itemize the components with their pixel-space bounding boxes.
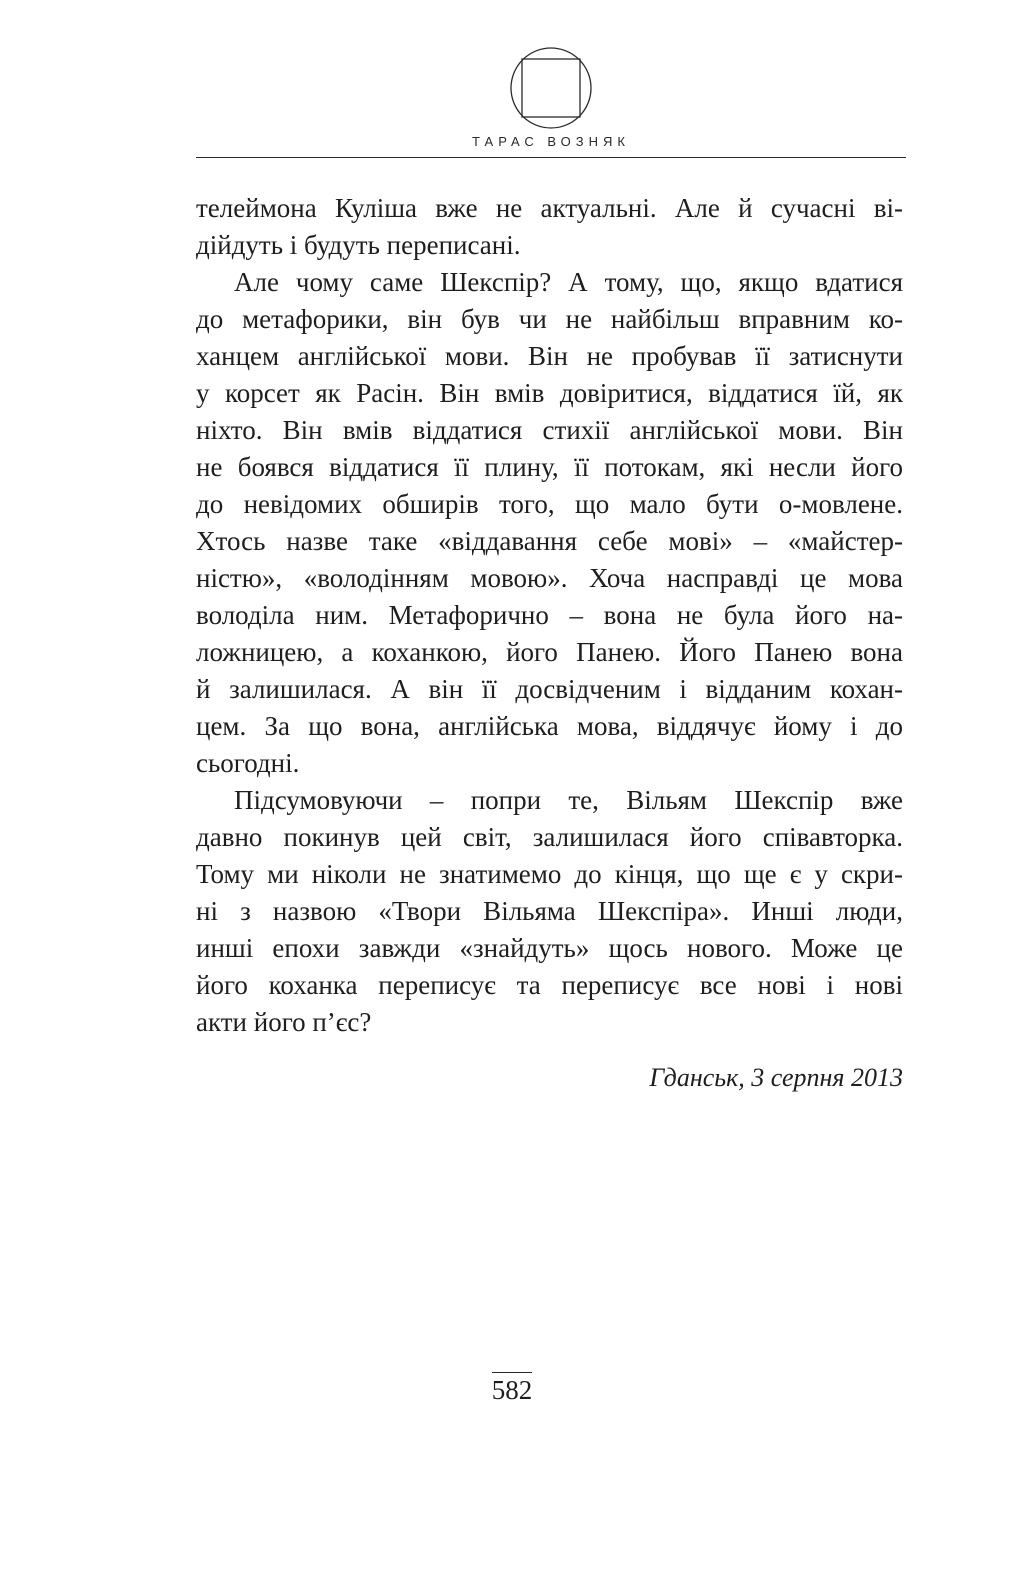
header-rule xyxy=(196,157,906,158)
text-line: Підсумовуючи – попри те, Вільям Шекспір вже xyxy=(234,785,903,815)
place-date-signature: Гданськ, 3 серпня 2013 xyxy=(649,1063,903,1092)
paragraph-1 xyxy=(196,190,903,264)
text-line: акти його п’єс? xyxy=(196,1007,372,1037)
text-line: ханцем англійської мови. Він не пробував її затиснути xyxy=(196,341,903,371)
text-line: ложницею, а коханкою, його Панею. Його Панею вона xyxy=(196,637,903,667)
text-line: Тому ми ніколи не знатимемо до кінця, що ще є у скри- xyxy=(196,859,903,889)
text-line: сьогодні. xyxy=(196,748,300,778)
text-line: до метафорики, він був чи не найбільш вправним ко- xyxy=(196,304,903,334)
text-line: володіла ним. Метафорично – вона не була його на- xyxy=(196,600,903,630)
paragraph-3 xyxy=(196,782,903,1041)
text-line: дійдуть і будуть переписані. xyxy=(196,230,521,260)
running-head: ТАРАС ВОЗНЯК xyxy=(472,134,630,149)
text-line: цем. За що вона, англійська мова, віддячує йому і до xyxy=(196,711,903,741)
text-line: телеймона Куліша вже не актуальні. Але й сучасні ві- xyxy=(196,193,903,223)
text-line: ністю», «володінням мовою». Хоча насправді це мова xyxy=(196,563,903,593)
circle-square-emblem-icon xyxy=(509,46,593,130)
text-line: його коханка переписує та переписує все нові і нові xyxy=(196,970,903,1000)
text-line: й залишилася. А він її досвідченим і відданим кохан- xyxy=(196,674,903,704)
text-line: не боявся віддатися її плину, її потокам, які несли його xyxy=(196,452,903,482)
text-line: Хтось назве таке «віддавання себе мові» – «майстер- xyxy=(196,526,903,556)
text-line: у корсет як Расін. Він вмів довіритися, віддатися їй, як xyxy=(196,378,903,408)
text-line: инші епохи завжди «знайдуть» щось нового. Може це xyxy=(196,933,903,963)
page-number-area xyxy=(0,1372,1024,1406)
paragraph-2 xyxy=(196,264,903,782)
text-line: ні з назвою «Твори Вільяма Шекспіра». Инші люди, xyxy=(196,896,903,926)
body-text xyxy=(196,190,903,1041)
text-line: до невідомих обширів того, що мало бути о-мовлене. xyxy=(196,489,903,519)
page-number: 582 xyxy=(492,1372,533,1405)
text-line: Але чому саме Шекспір? А тому, що, якщо вдатися xyxy=(234,267,903,297)
text-line: давно покинув цей світ, залишилася його співавторка. xyxy=(196,822,903,852)
text-line: ніхто. Він вмів віддатися стихії англійської мови. Він xyxy=(196,415,903,445)
